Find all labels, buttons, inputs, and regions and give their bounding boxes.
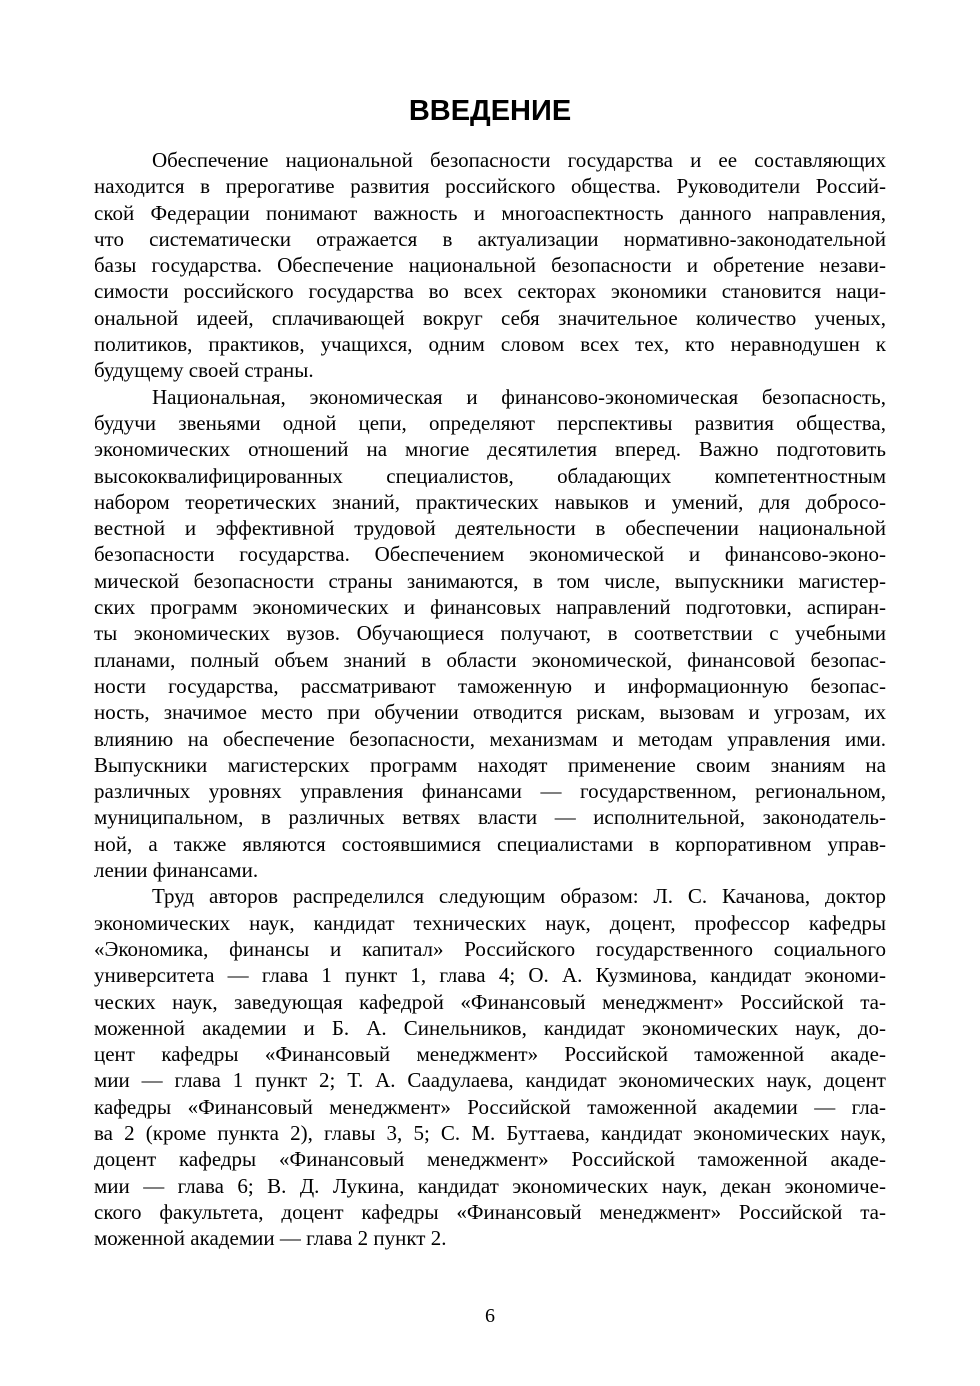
text-line: ва 2 (кроме пункта 2), главы 3, 5; С. М. Буттаева, кандидат экономических наук,: [94, 1120, 886, 1145]
text-line: кафедры «Финансовый менеджмент» Российской таможенной академии — гла-: [94, 1094, 886, 1119]
text-line: лении финансами.: [94, 858, 259, 883]
text-line: находится в прерогативе развития российского общества. Руководители Россий-: [94, 174, 886, 199]
page-number: 6: [485, 1305, 495, 1327]
text-line: университета — глава 1 пункт 1, глава 4; О. А. Кузминова, кандидат экономи-: [94, 963, 886, 988]
text-line: набором теоретических знаний, практических навыков и умений, для добросо-: [94, 489, 886, 514]
text-line: безопасности государства. Обеспечением экономической и финансово-эконо-: [94, 542, 886, 567]
text-line: Национальная, экономическая и финансово-экономическая безопасность,: [152, 384, 886, 409]
text-line: Выпускники магистерских программ находят применение своим знаниям на: [94, 752, 886, 777]
text-line: влиянию на обеспечение безопасности, механизмам и методам управления ими.: [94, 726, 886, 751]
text-line: будучи звеньями одной цепи, определяют перспективы развития общества,: [94, 410, 886, 435]
text-line: ональной идеей, сплачивающей вокруг себя значительное количество ученых,: [94, 305, 886, 330]
text-line: «Экономика, финансы и капитал» Российского государственного социального: [94, 936, 886, 961]
text-line: вестной и эффективной трудовой деятельности в обеспечении национальной: [94, 516, 886, 541]
text-line: политиков, практиков, учащихся, одним словом всех тех, кто неравнодушен к: [94, 332, 886, 357]
text-line: мии — глава 1 пункт 2; Т. А. Саадулаева, кандидат экономических наук, доцент: [94, 1068, 886, 1093]
text-line: симости российского государства во всех секторах экономики становится наци-: [94, 279, 886, 304]
text-line: мии — глава 6; В. Д. Лукина, кандидат экономических наук, декан экономиче-: [94, 1173, 886, 1198]
text-line: планами, полный объем знаний в области экономической, финансовой безопас-: [94, 647, 886, 672]
text-line: различных уровнях управления финансами — государственном, региональном,: [94, 779, 886, 804]
text-line: что систематически отражается в актуализации нормативно-законодательной: [94, 226, 886, 251]
text-line: доцент кафедры «Финансовый менеджмент» Российской таможенной акаде-: [94, 1147, 886, 1172]
body-text: [94, 147, 886, 1251]
text-line: ты экономических вузов. Обучающиеся получают, в соответствии с учебными: [94, 621, 886, 646]
paragraph-2: [94, 384, 886, 884]
text-line: моженной академии — глава 2 пункт 2.: [94, 1226, 447, 1251]
paragraph-3: [94, 883, 886, 1251]
text-line: моженной академии и Б. А. Синельников, кандидат экономических наук, до-: [94, 1015, 886, 1040]
text-line: ческих наук, заведующая кафедрой «Финансовый менеджмент» Российской та-: [94, 989, 886, 1014]
text-line: ского факультета, доцент кафедры «Финансовый менеджмент» Российской та-: [94, 1199, 886, 1224]
text-line: ной, а также являются состоявшимися специалистами в корпоративном управ-: [94, 831, 886, 856]
text-line: высококвалифицированных специалистов, обладающих компетентностным: [94, 463, 886, 488]
text-line: мической безопасности страны занимаются, в том числе, выпускники магистер-: [94, 568, 886, 593]
text-line: ности государства, рассматривают таможенную и информационную безопас-: [94, 673, 886, 698]
text-line: базы государства. Обеспечение национальной безопасности и обретение незави-: [94, 253, 886, 278]
text-line: экономических отношений на многие десятилетия вперед. Важно подготовить: [94, 437, 886, 462]
text-line: Обеспечение национальной безопасности государства и ее составляющих: [152, 148, 886, 172]
text-line: Труд авторов распределился следующим образом: Л. С. Качанова, доктор: [152, 884, 886, 909]
text-line: ских программ экономических и финансовых направлений подготовки, аспиран-: [94, 595, 886, 620]
text-line: ность, значимое место при обучении отводится рискам, вызовам и угрозам, их: [94, 700, 886, 725]
text-line: муниципальном, в различных ветвях власти — исполнительной, законодатель-: [94, 805, 886, 830]
text-line: ской Федерации понимают важность и многоаспектность данного направления,: [94, 200, 886, 225]
text-line: будущему своей страны.: [94, 358, 314, 383]
paragraph-1: [94, 147, 886, 384]
text-line: экономических наук, кандидат технических наук, доцент, профессор кафедры: [94, 910, 886, 935]
text-line: цент кафедры «Финансовый менеджмент» Российской таможенной акаде-: [94, 1042, 886, 1067]
page-title: ВВЕДЕНИЕ: [408, 95, 572, 127]
